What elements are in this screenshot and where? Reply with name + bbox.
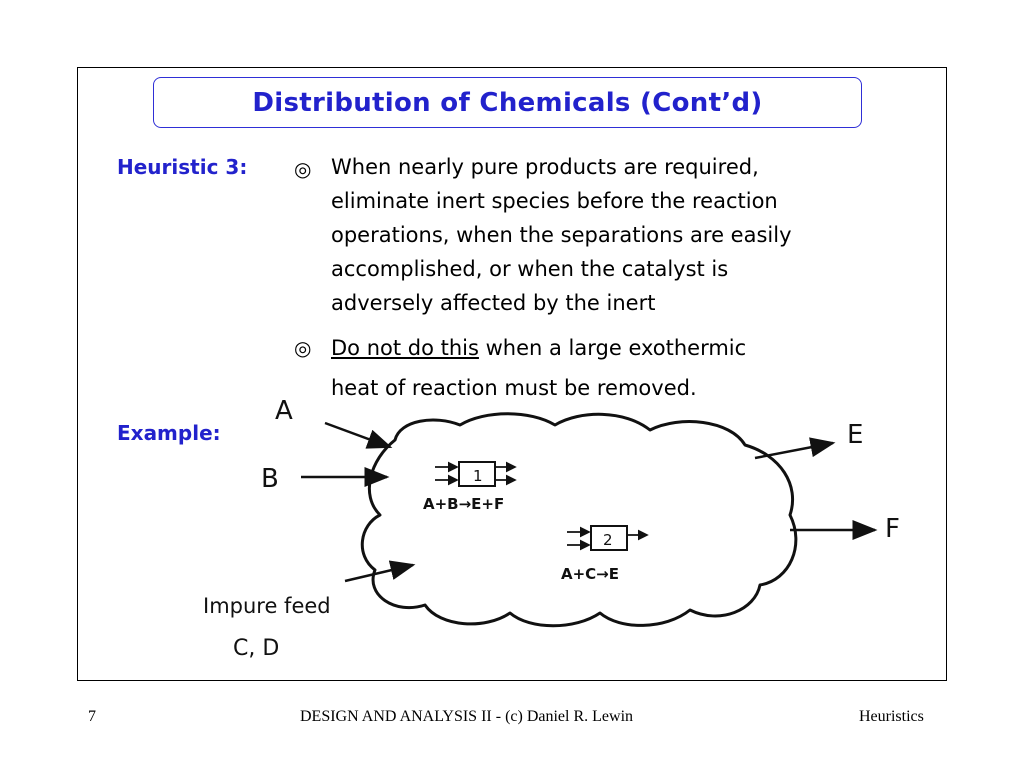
output-f-label: F [885,514,900,544]
bullet-1-line: eliminate inert species before the reaction [331,189,778,213]
bullet-icon-2: ◎ [294,336,312,360]
process-cloud [362,414,796,626]
example-label: Example: [117,421,221,445]
reactor-1-reaction: A+B→E+F [423,495,505,513]
page-number: 7 [88,708,96,725]
output-e-arrow [755,443,833,458]
process-diagram [195,385,915,675]
reactor-1-number: 1 [473,467,483,485]
input-b-label: B [261,464,279,494]
input-a-arrow [325,423,390,447]
bullet-1-line: adversely affected by the inert [331,291,656,315]
reactor-2-reaction: A+C→E [561,565,620,583]
bullet-1-line: When nearly pure products are required, [331,155,759,179]
bullet-1-text [331,150,792,320]
reactor-2-number: 2 [603,531,613,549]
bullet-icon-1: ◎ [294,157,312,181]
bullet-2-line: heat of reaction must be removed. [331,376,697,400]
output-e-label: E [847,420,864,450]
bullet-2-line [331,328,746,368]
slide-title: Distribution of Chemicals (Cont’d) [252,87,763,118]
footer-course: DESIGN AND ANALYSIS II - (c) Daniel R. Lewin [300,708,634,725]
bullet-1-line: operations, when the separations are easily [331,223,792,247]
heuristic-label: Heuristic 3: [117,155,248,179]
bullet-1-line: accomplished, or when the catalyst is [331,257,729,281]
impure-feed-components: C, D [233,636,280,661]
impure-feed-label: Impure feed [203,594,331,618]
impure-feed-arrow [345,565,413,581]
bullet-2-rest: when a large exothermic [478,336,747,360]
footer-section: Heuristics [859,708,924,725]
input-a-label: A [275,396,293,426]
do-not-do-this: Do not do this [331,336,479,360]
title-box [153,77,862,128]
reactor-1 [423,462,515,513]
reactor-2 [561,526,647,583]
